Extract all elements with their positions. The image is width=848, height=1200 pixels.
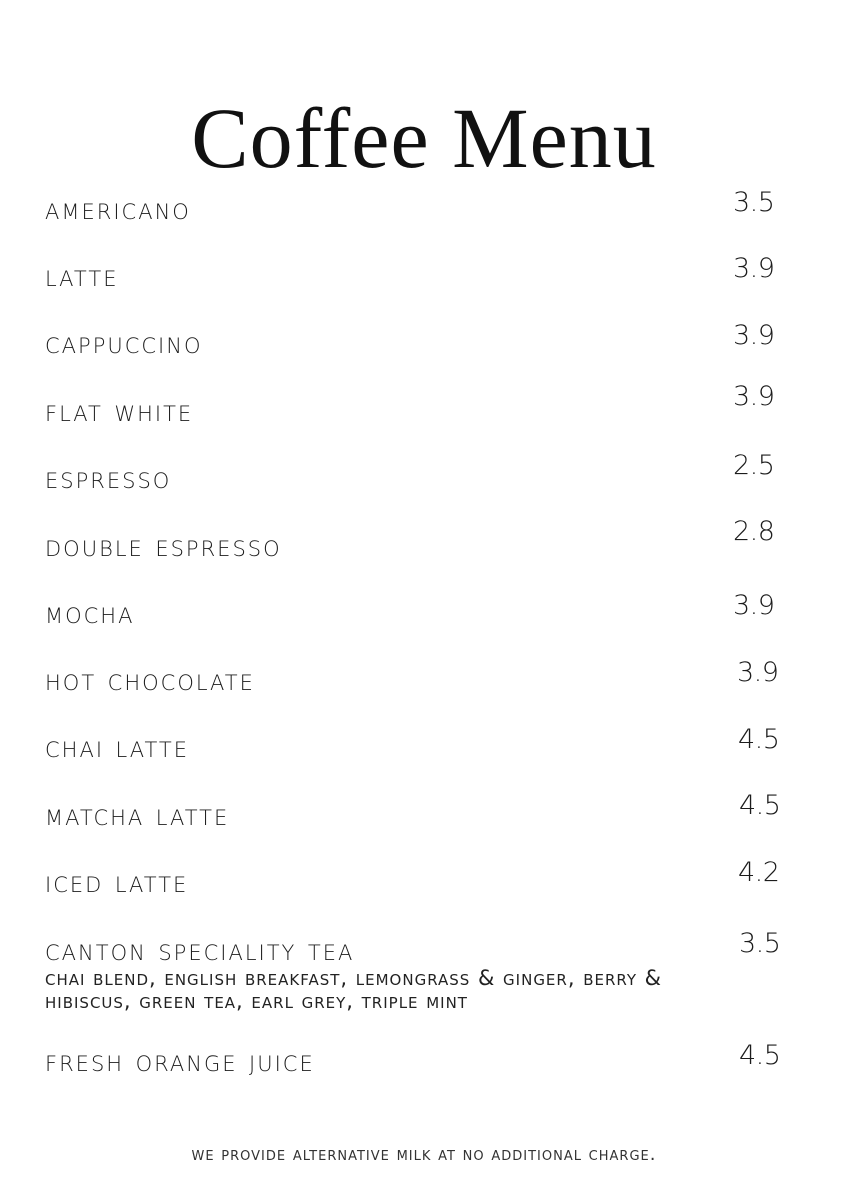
item-price: 4.5 [739,790,781,821]
item-name: cappuccino [45,326,203,361]
page-title: Coffee Menu [191,89,657,186]
item-name: canton speciality tea [45,933,355,968]
item-name: iced latte [45,865,189,900]
item-price: 4.5 [738,724,780,755]
item-price: 3.5 [733,187,775,218]
item-name: espresso [45,461,172,496]
item-name: mocha [45,596,135,631]
item-price: 2.8 [733,516,775,547]
item-description: chai blend, english breakfast, lemongrass & ginger, berry & hibiscus, green tea, earl grey, triple mint [45,966,663,1013]
item-price: 2.5 [733,450,775,481]
item-price: 3.9 [737,657,779,688]
item-price: 4.2 [738,857,780,888]
item-name: double espresso [45,529,282,564]
item-name: americano [45,192,191,227]
item-price: 3.5 [739,928,781,959]
item-name: hot chocolate [45,663,255,698]
item-price: 3.9 [733,253,775,284]
item-name: latte [45,259,119,294]
item-name: chai latte [45,730,190,765]
footer-note: we provide alternative milk at no additional charge. [191,1144,657,1165]
item-name: flat white [45,394,194,429]
item-name: fresh orange juice [45,1044,315,1079]
item-price: 3.9 [733,320,775,351]
item-price: 3.9 [733,590,775,621]
item-price: 4.5 [739,1040,781,1071]
item-price: 3.9 [733,381,775,412]
item-name: matcha latte [45,798,230,833]
